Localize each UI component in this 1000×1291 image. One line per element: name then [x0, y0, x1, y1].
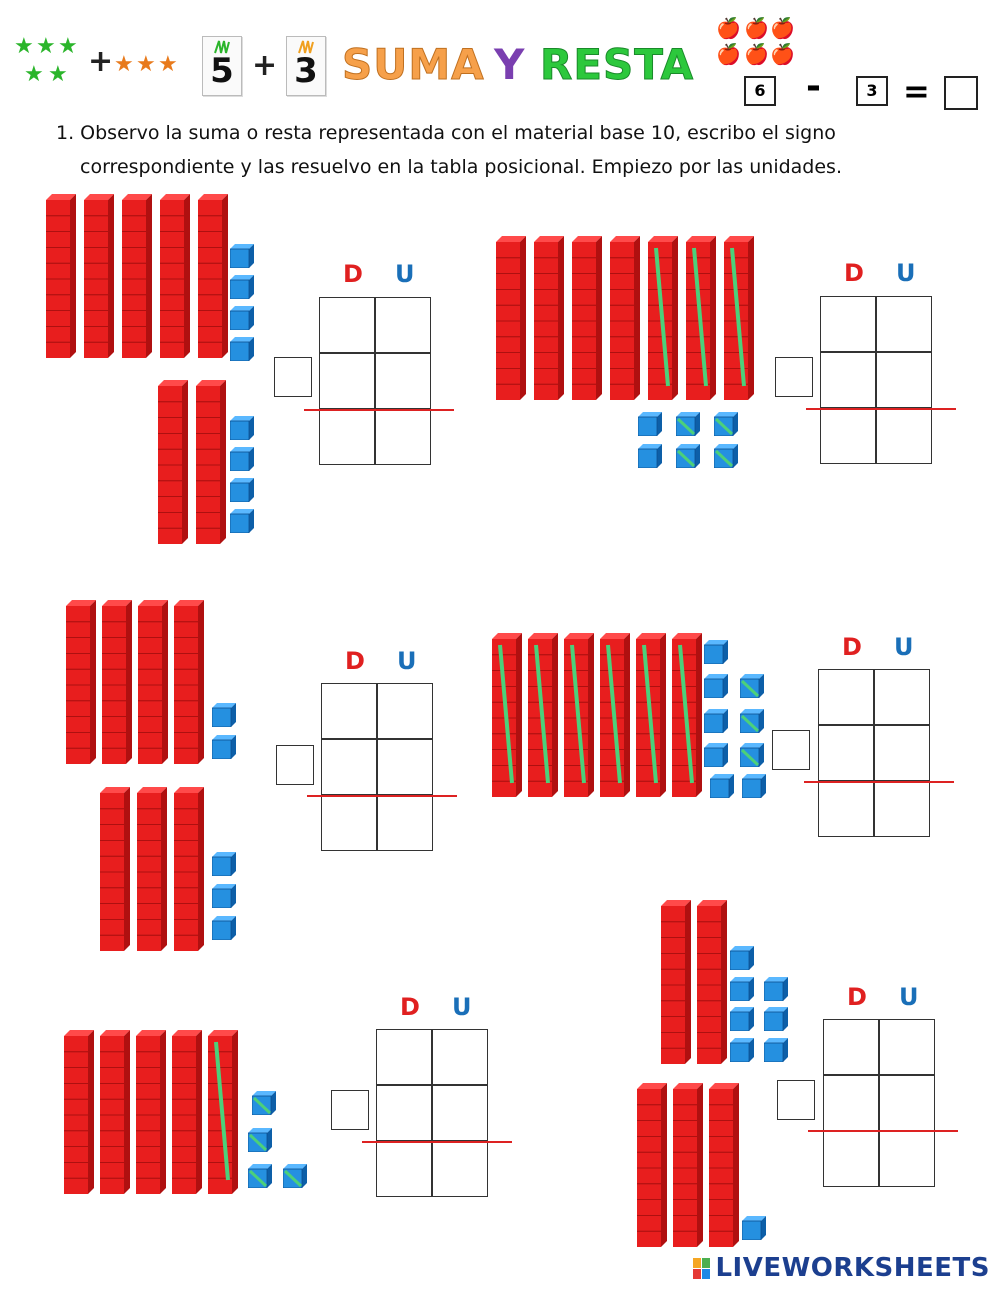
units-cell[interactable]	[375, 353, 431, 409]
tens-rod	[208, 1030, 238, 1194]
units-header: U	[899, 983, 919, 1011]
units-header: U	[896, 259, 916, 287]
tens-cell[interactable]	[321, 683, 377, 739]
units-cell[interactable]	[874, 725, 930, 781]
unit-cube	[730, 1007, 754, 1031]
tens-rod	[172, 1030, 202, 1194]
unit-cube	[230, 416, 254, 440]
apple-icon: 🍎	[770, 42, 795, 66]
operation-sign-input[interactable]	[775, 357, 813, 397]
tens-cell[interactable]	[823, 1019, 879, 1075]
unit-cube	[638, 444, 662, 468]
tens-rod	[100, 1030, 130, 1194]
tens-rod	[174, 600, 204, 764]
apple-icon: 🍎	[744, 16, 769, 40]
tens-cell[interactable]	[823, 1075, 879, 1131]
sum-line	[362, 1141, 512, 1143]
unit-cube	[714, 412, 738, 436]
unit-cube	[764, 1038, 788, 1062]
unit-cube	[764, 977, 788, 1001]
tens-header: D	[345, 647, 365, 675]
tens-rod	[84, 194, 114, 358]
units-cell[interactable]	[879, 1019, 935, 1075]
units-cell[interactable]	[377, 795, 433, 851]
unit-cube	[714, 444, 738, 468]
logo-icon	[693, 1258, 711, 1280]
tens-rod	[672, 633, 702, 797]
unit-cube	[676, 412, 700, 436]
sum-line	[307, 795, 457, 797]
units-cell[interactable]	[375, 297, 431, 353]
tens-rod	[600, 633, 630, 797]
liveworksheets-logo: LIVEWORKSHEETS	[693, 1253, 990, 1283]
tens-rod	[174, 787, 204, 951]
title-y: Y	[494, 40, 526, 89]
sum-line	[304, 409, 454, 411]
tens-rod	[137, 787, 167, 951]
units-header: U	[397, 647, 417, 675]
sum-line	[804, 781, 954, 783]
units-cell[interactable]	[432, 1029, 488, 1085]
apple-icon: 🍎	[770, 16, 795, 40]
tens-rod	[636, 633, 666, 797]
unit-cube	[248, 1164, 272, 1188]
green-star-icon: ★	[24, 62, 44, 87]
sum-line	[808, 1130, 958, 1132]
units-header: U	[395, 260, 415, 288]
tens-rod	[686, 236, 716, 400]
tens-rod	[100, 787, 130, 951]
unit-cube	[230, 275, 254, 299]
units-cell[interactable]	[876, 352, 932, 408]
units-cell[interactable]	[874, 669, 930, 725]
unit-cube	[230, 478, 254, 502]
plus-sign: +	[88, 44, 114, 79]
units-cell[interactable]	[432, 1085, 488, 1141]
units-cell[interactable]	[432, 1141, 488, 1197]
tens-cell[interactable]	[818, 669, 874, 725]
unit-cube	[212, 703, 236, 727]
tens-rod	[724, 236, 754, 400]
tens-rod	[709, 1083, 739, 1247]
unit-cube	[704, 709, 728, 733]
tens-rod	[697, 900, 727, 1064]
tens-rod	[198, 194, 228, 358]
unit-cube	[710, 774, 734, 798]
title-suma: SUMA	[342, 40, 485, 89]
tens-cell[interactable]	[823, 1131, 879, 1187]
unit-cube	[704, 640, 728, 664]
units-cell[interactable]	[876, 296, 932, 352]
minus-sign: -	[806, 66, 821, 107]
unit-cube	[230, 244, 254, 268]
instruction-line-1: 1. Observo la suma o resta representada con el material base 10, escribo el signo	[56, 122, 836, 144]
unit-cube	[740, 709, 764, 733]
operation-sign-input[interactable]	[331, 1090, 369, 1130]
unit-cube	[212, 916, 236, 940]
green-star-icon: ★	[48, 62, 68, 87]
tens-header: D	[400, 993, 420, 1021]
tens-cell[interactable]	[818, 781, 874, 837]
tens-cell[interactable]	[321, 739, 377, 795]
unit-cube	[730, 946, 754, 970]
tens-rod	[136, 1030, 166, 1194]
unit-cube	[638, 412, 662, 436]
number-box: 6	[744, 76, 776, 106]
tens-cell[interactable]	[319, 353, 375, 409]
units-cell[interactable]	[377, 739, 433, 795]
unit-cube	[212, 884, 236, 908]
number-card: 5	[202, 36, 242, 96]
green-star-icon: ★	[58, 34, 78, 59]
tens-cell[interactable]	[319, 297, 375, 353]
tens-rod	[196, 380, 226, 544]
tens-rod	[160, 194, 190, 358]
sum-line	[806, 408, 956, 410]
tens-rod	[648, 236, 678, 400]
orange-star-icon: ★	[114, 52, 134, 77]
tens-rod	[496, 236, 526, 400]
tens-cell[interactable]	[319, 409, 375, 465]
instruction-line-2: correspondiente y las resuelvo en la tabla posicional. Empiezo por las unidades.	[80, 156, 842, 178]
units-cell[interactable]	[874, 781, 930, 837]
tens-cell[interactable]	[376, 1085, 432, 1141]
units-header: U	[452, 993, 472, 1021]
equals-sign: =	[903, 72, 930, 110]
unit-cube	[704, 674, 728, 698]
tens-rod	[673, 1083, 703, 1247]
tens-rod	[138, 600, 168, 764]
plus-sign: +	[252, 48, 278, 83]
tens-rod	[564, 633, 594, 797]
tens-rod	[66, 600, 96, 764]
tens-rod	[492, 633, 522, 797]
tens-rod	[661, 900, 691, 1064]
unit-cube	[730, 1038, 754, 1062]
units-cell[interactable]	[377, 683, 433, 739]
tens-cell[interactable]	[820, 408, 876, 464]
operation-sign-input[interactable]	[276, 745, 314, 785]
tens-rod	[64, 1030, 94, 1194]
number-card: 3	[286, 36, 326, 96]
apple-icon: 🍎	[744, 42, 769, 66]
unit-cube	[230, 509, 254, 533]
tens-header: D	[343, 260, 363, 288]
unit-cube	[742, 1216, 766, 1240]
instructions	[56, 116, 936, 184]
apple-icon: 🍎	[716, 16, 741, 40]
unit-cube	[252, 1091, 276, 1115]
title-resta: RESTA	[540, 40, 695, 89]
unit-cube	[283, 1164, 307, 1188]
apple-icon: 🍎	[716, 42, 741, 66]
tens-rod	[158, 380, 188, 544]
tens-rod	[572, 236, 602, 400]
tens-rod	[122, 194, 152, 358]
unit-cube	[230, 306, 254, 330]
answer-box[interactable]	[944, 76, 978, 110]
green-star-icon: ★	[36, 34, 56, 59]
tens-cell[interactable]	[820, 352, 876, 408]
tens-rod	[534, 236, 564, 400]
tens-rod	[46, 194, 76, 358]
orange-star-icon: ★	[158, 52, 178, 77]
units-cell[interactable]	[879, 1131, 935, 1187]
operation-sign-input[interactable]	[772, 730, 810, 770]
unit-cube	[740, 743, 764, 767]
tens-header: D	[844, 259, 864, 287]
units-cell[interactable]	[375, 409, 431, 465]
unit-cube	[730, 977, 754, 1001]
tens-rod	[637, 1083, 667, 1247]
tens-cell[interactable]	[820, 296, 876, 352]
units-header: U	[894, 633, 914, 661]
unit-cube	[212, 852, 236, 876]
tens-header: D	[842, 633, 862, 661]
unit-cube	[248, 1128, 272, 1152]
green-star-icon: ★	[14, 34, 34, 59]
tens-cell[interactable]	[321, 795, 377, 851]
tens-rod	[610, 236, 640, 400]
unit-cube	[704, 743, 728, 767]
tens-cell[interactable]	[818, 725, 874, 781]
operation-sign-input[interactable]	[777, 1080, 815, 1120]
tens-header: D	[847, 983, 867, 1011]
unit-cube	[764, 1007, 788, 1031]
units-cell[interactable]	[876, 408, 932, 464]
unit-cube	[212, 735, 236, 759]
unit-cube	[742, 774, 766, 798]
unit-cube	[230, 337, 254, 361]
unit-cube	[740, 674, 764, 698]
tens-cell[interactable]	[376, 1029, 432, 1085]
unit-cube	[230, 447, 254, 471]
operation-sign-input[interactable]	[274, 357, 312, 397]
tens-rod	[102, 600, 132, 764]
unit-cube	[676, 444, 700, 468]
tens-cell[interactable]	[376, 1141, 432, 1197]
number-box: 3	[856, 76, 888, 106]
units-cell[interactable]	[879, 1075, 935, 1131]
orange-star-icon: ★	[136, 52, 156, 77]
tens-rod	[528, 633, 558, 797]
